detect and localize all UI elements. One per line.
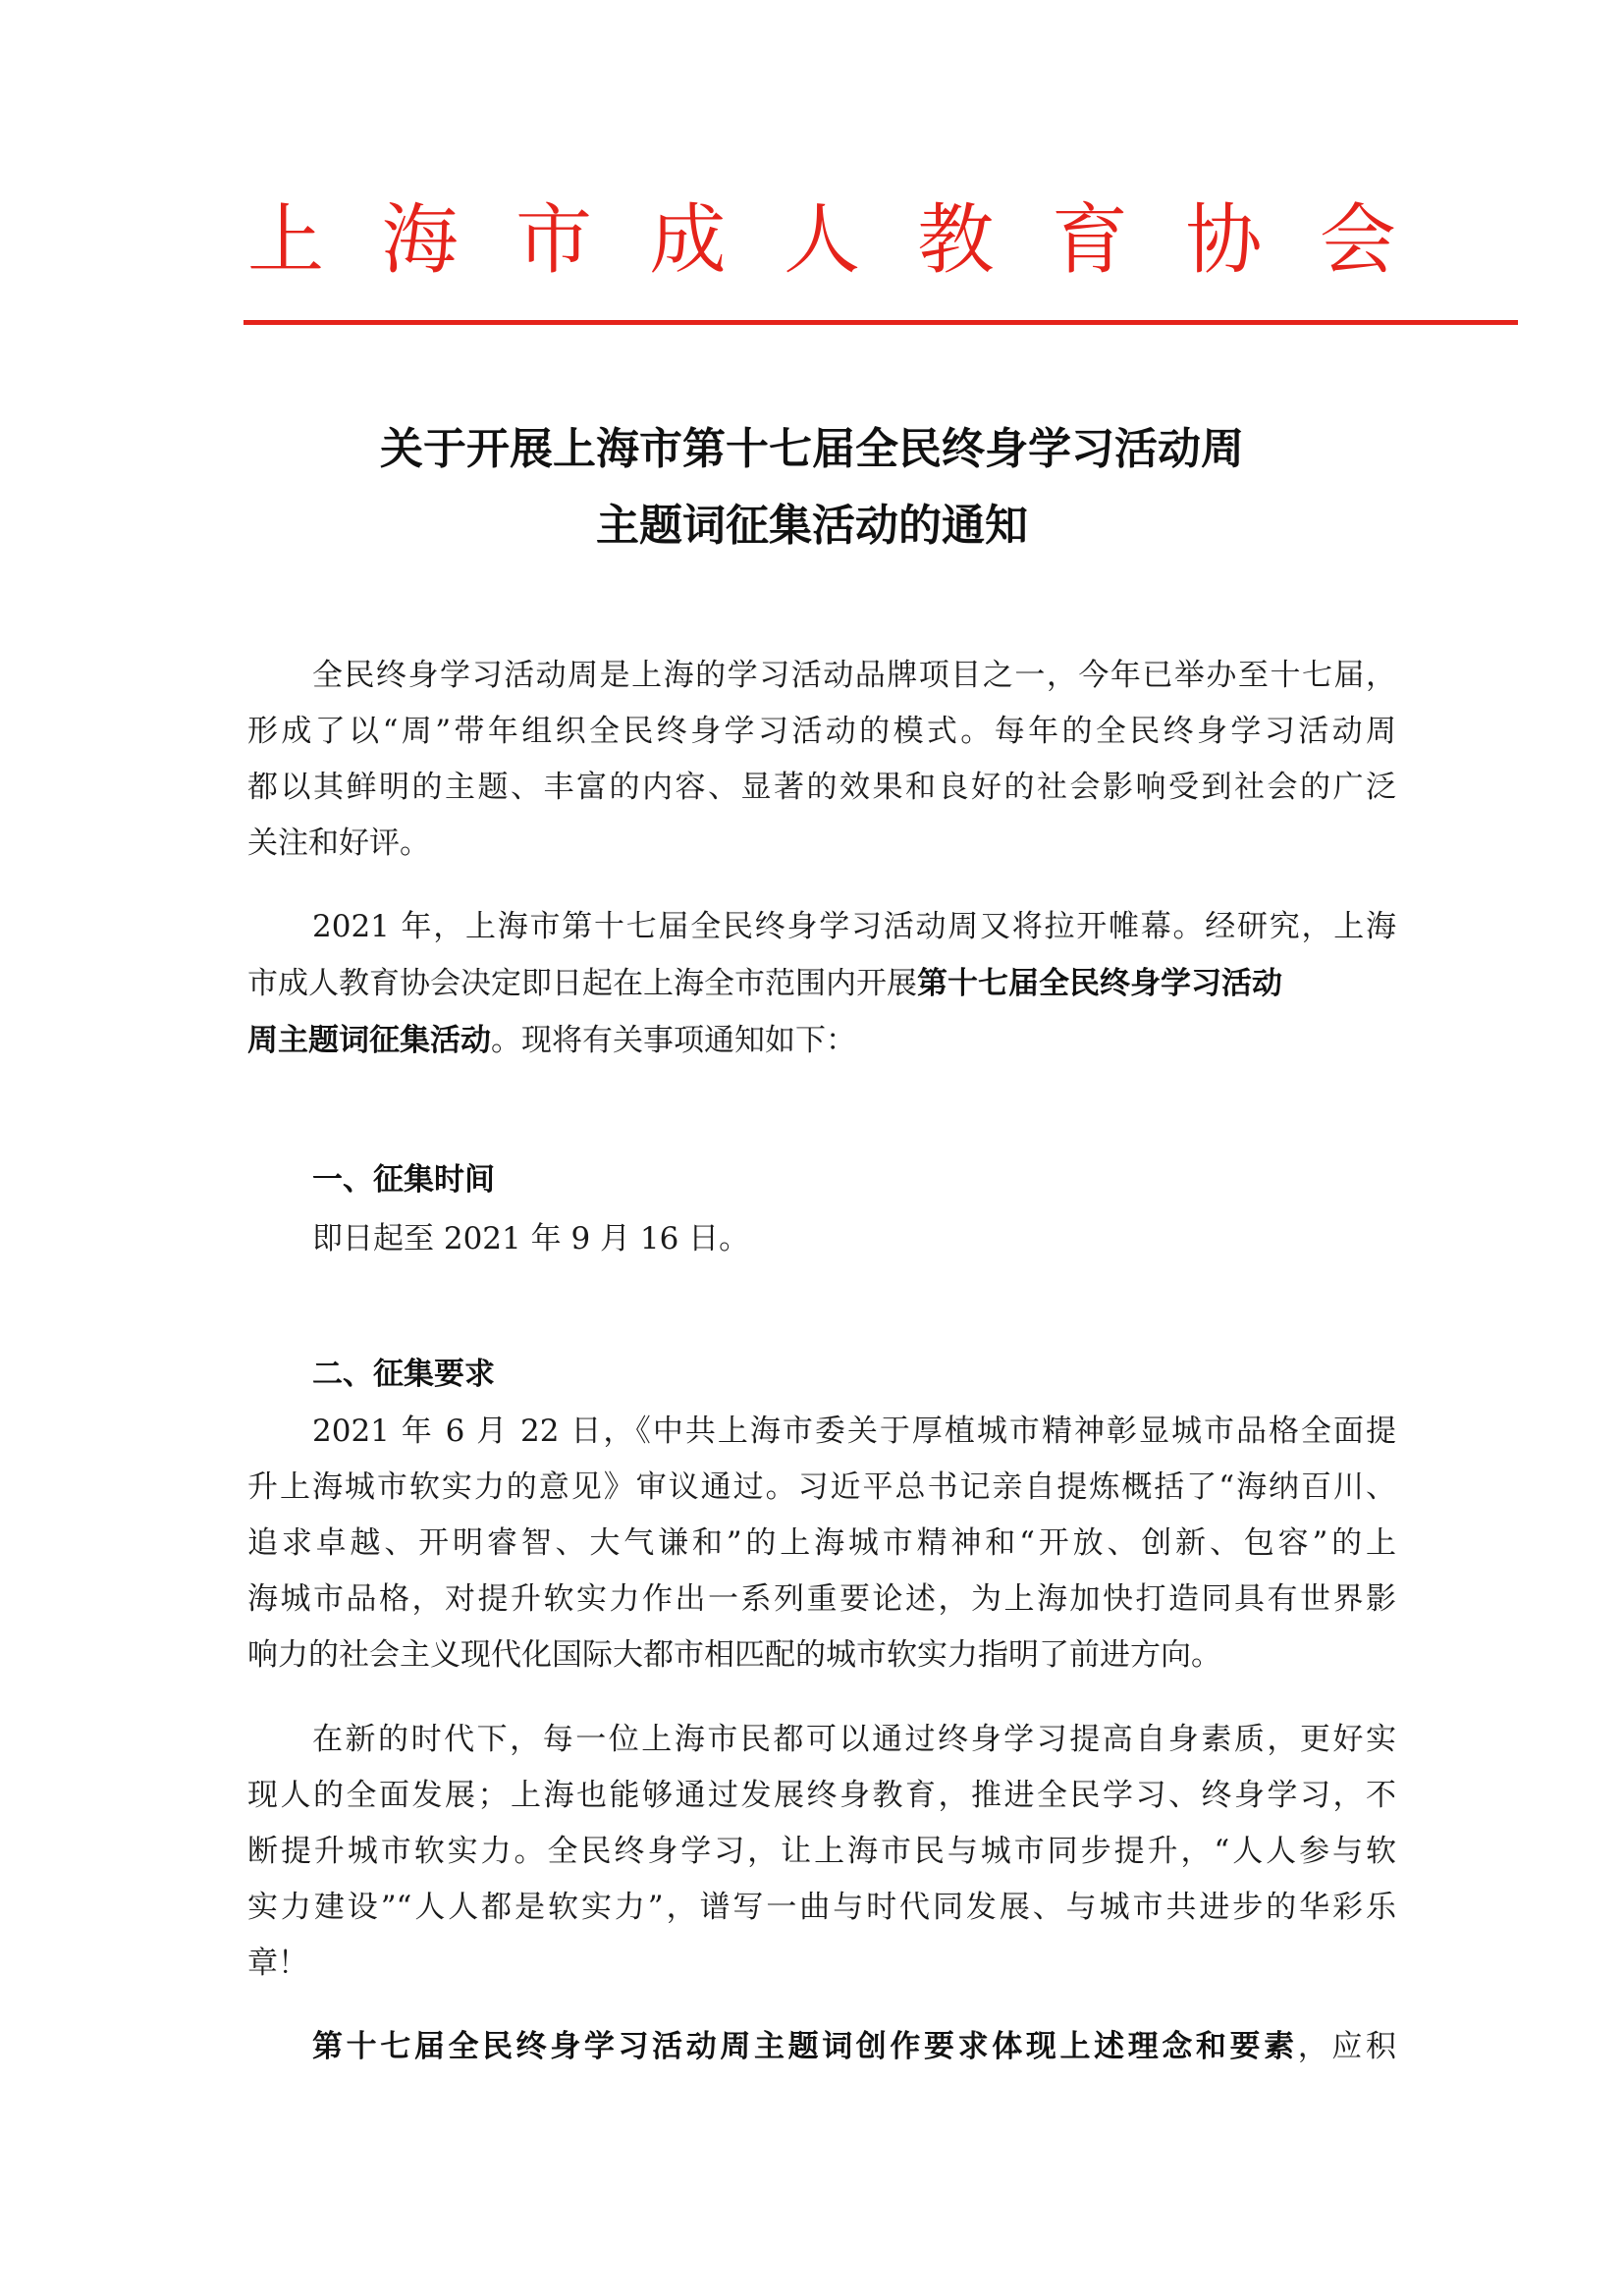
letterhead-char: 上 — [247, 196, 325, 285]
letterhead — [247, 187, 1396, 294]
body-text: 市成人教育协会决定即日起在上海全市范围内开展 — [247, 966, 917, 1001]
letterhead-char: 会 — [1319, 196, 1396, 285]
document-title-line-1: 关于开展上海市第十七届全民终身学习活动周 — [380, 424, 1244, 474]
body-line — [247, 962, 1396, 1005]
bold-emphasis: 周主题词征集活动 — [247, 1023, 491, 1058]
letterhead-char: 教 — [917, 196, 995, 285]
body-line: 追求卓越、开明睿智、大气谦和”的上海城市精神和“开放、创新、包容”的上 — [247, 1525, 1396, 1561]
body-line: 在新的时代下，每一位上海市民都可以通过终身学习提高自身素质，更好实 — [312, 1722, 1396, 1757]
body-line: 断提升城市软实力。全民终身学习，让上海市民与城市同步提升，“人人参与软 — [247, 1834, 1396, 1869]
body-line: 即日起至 2021 年 9 月 16 日。 — [312, 1221, 750, 1256]
body-line — [312, 2025, 1396, 2068]
letterhead-char: 育 — [1051, 196, 1128, 285]
body-line: 全民终身学习活动周是上海的学习活动品牌项目之一，今年已举办至十七届， — [312, 658, 1396, 693]
body-line: 关注和好评。 — [247, 826, 430, 861]
body-line: 章！ — [247, 1946, 308, 1981]
bold-emphasis: 第十七届全民终身学习活动周主题词创作要求体现上述理念和要素 — [312, 2029, 1298, 2064]
body-line: 实力建设”“人人都是软实力”，谱写一曲与时代同发展、与城市共进步的华彩乐 — [247, 1890, 1396, 1925]
body-line: 2021 年，上海市第十七届全民终身学习活动周又将拉开帷幕。经研究，上海 — [312, 909, 1396, 944]
bold-emphasis: 第十七届全民终身学习活动 — [917, 966, 1282, 1001]
body-line — [247, 1019, 1396, 1062]
body-line: 现人的全面发展；上海也能够通过发展终身教育，推进全民学习、终身学习，不 — [247, 1778, 1396, 1813]
body-line: 2021 年 6 月 22 日，《中共上海市委关于厚植城市精神彰显城市品格全面提 — [312, 1414, 1396, 1449]
letterhead-char: 海 — [381, 196, 459, 285]
body-text: 。现将有关事项通知如下： — [491, 1023, 856, 1058]
letterhead-char: 协 — [1185, 196, 1263, 285]
letterhead-char: 成 — [649, 196, 727, 285]
letterhead-char: 市 — [514, 196, 592, 285]
section-heading-requirements: 二、征集要求 — [312, 1357, 495, 1392]
body-line: 都以其鲜明的主题、丰富的内容、显著的效果和良好的社会影响受到社会的广泛 — [247, 770, 1396, 805]
document-title-line-2: 主题词征集活动的通知 — [596, 501, 1028, 551]
letterhead-red-rule — [244, 320, 1518, 325]
body-line: 升上海城市软实力的意见》审议通过。习近平总书记亲自提炼概括了“海纳百川、 — [247, 1469, 1396, 1505]
body-line: 响力的社会主义现代化国际大都市相匹配的城市软实力指明了前进方向。 — [247, 1637, 1221, 1673]
body-line: 形成了以“周”带年组织全民终身学习活动的模式。每年的全民终身学习活动周 — [247, 714, 1396, 749]
body-text: ，应积 — [1297, 2029, 1397, 2064]
letterhead-char: 人 — [783, 196, 860, 285]
body-line: 海城市品格，对提升软实力作出一系列重要论述，为上海加快打造同具有世界影 — [247, 1581, 1396, 1617]
section-heading-collection-time: 一、征集时间 — [312, 1162, 495, 1198]
